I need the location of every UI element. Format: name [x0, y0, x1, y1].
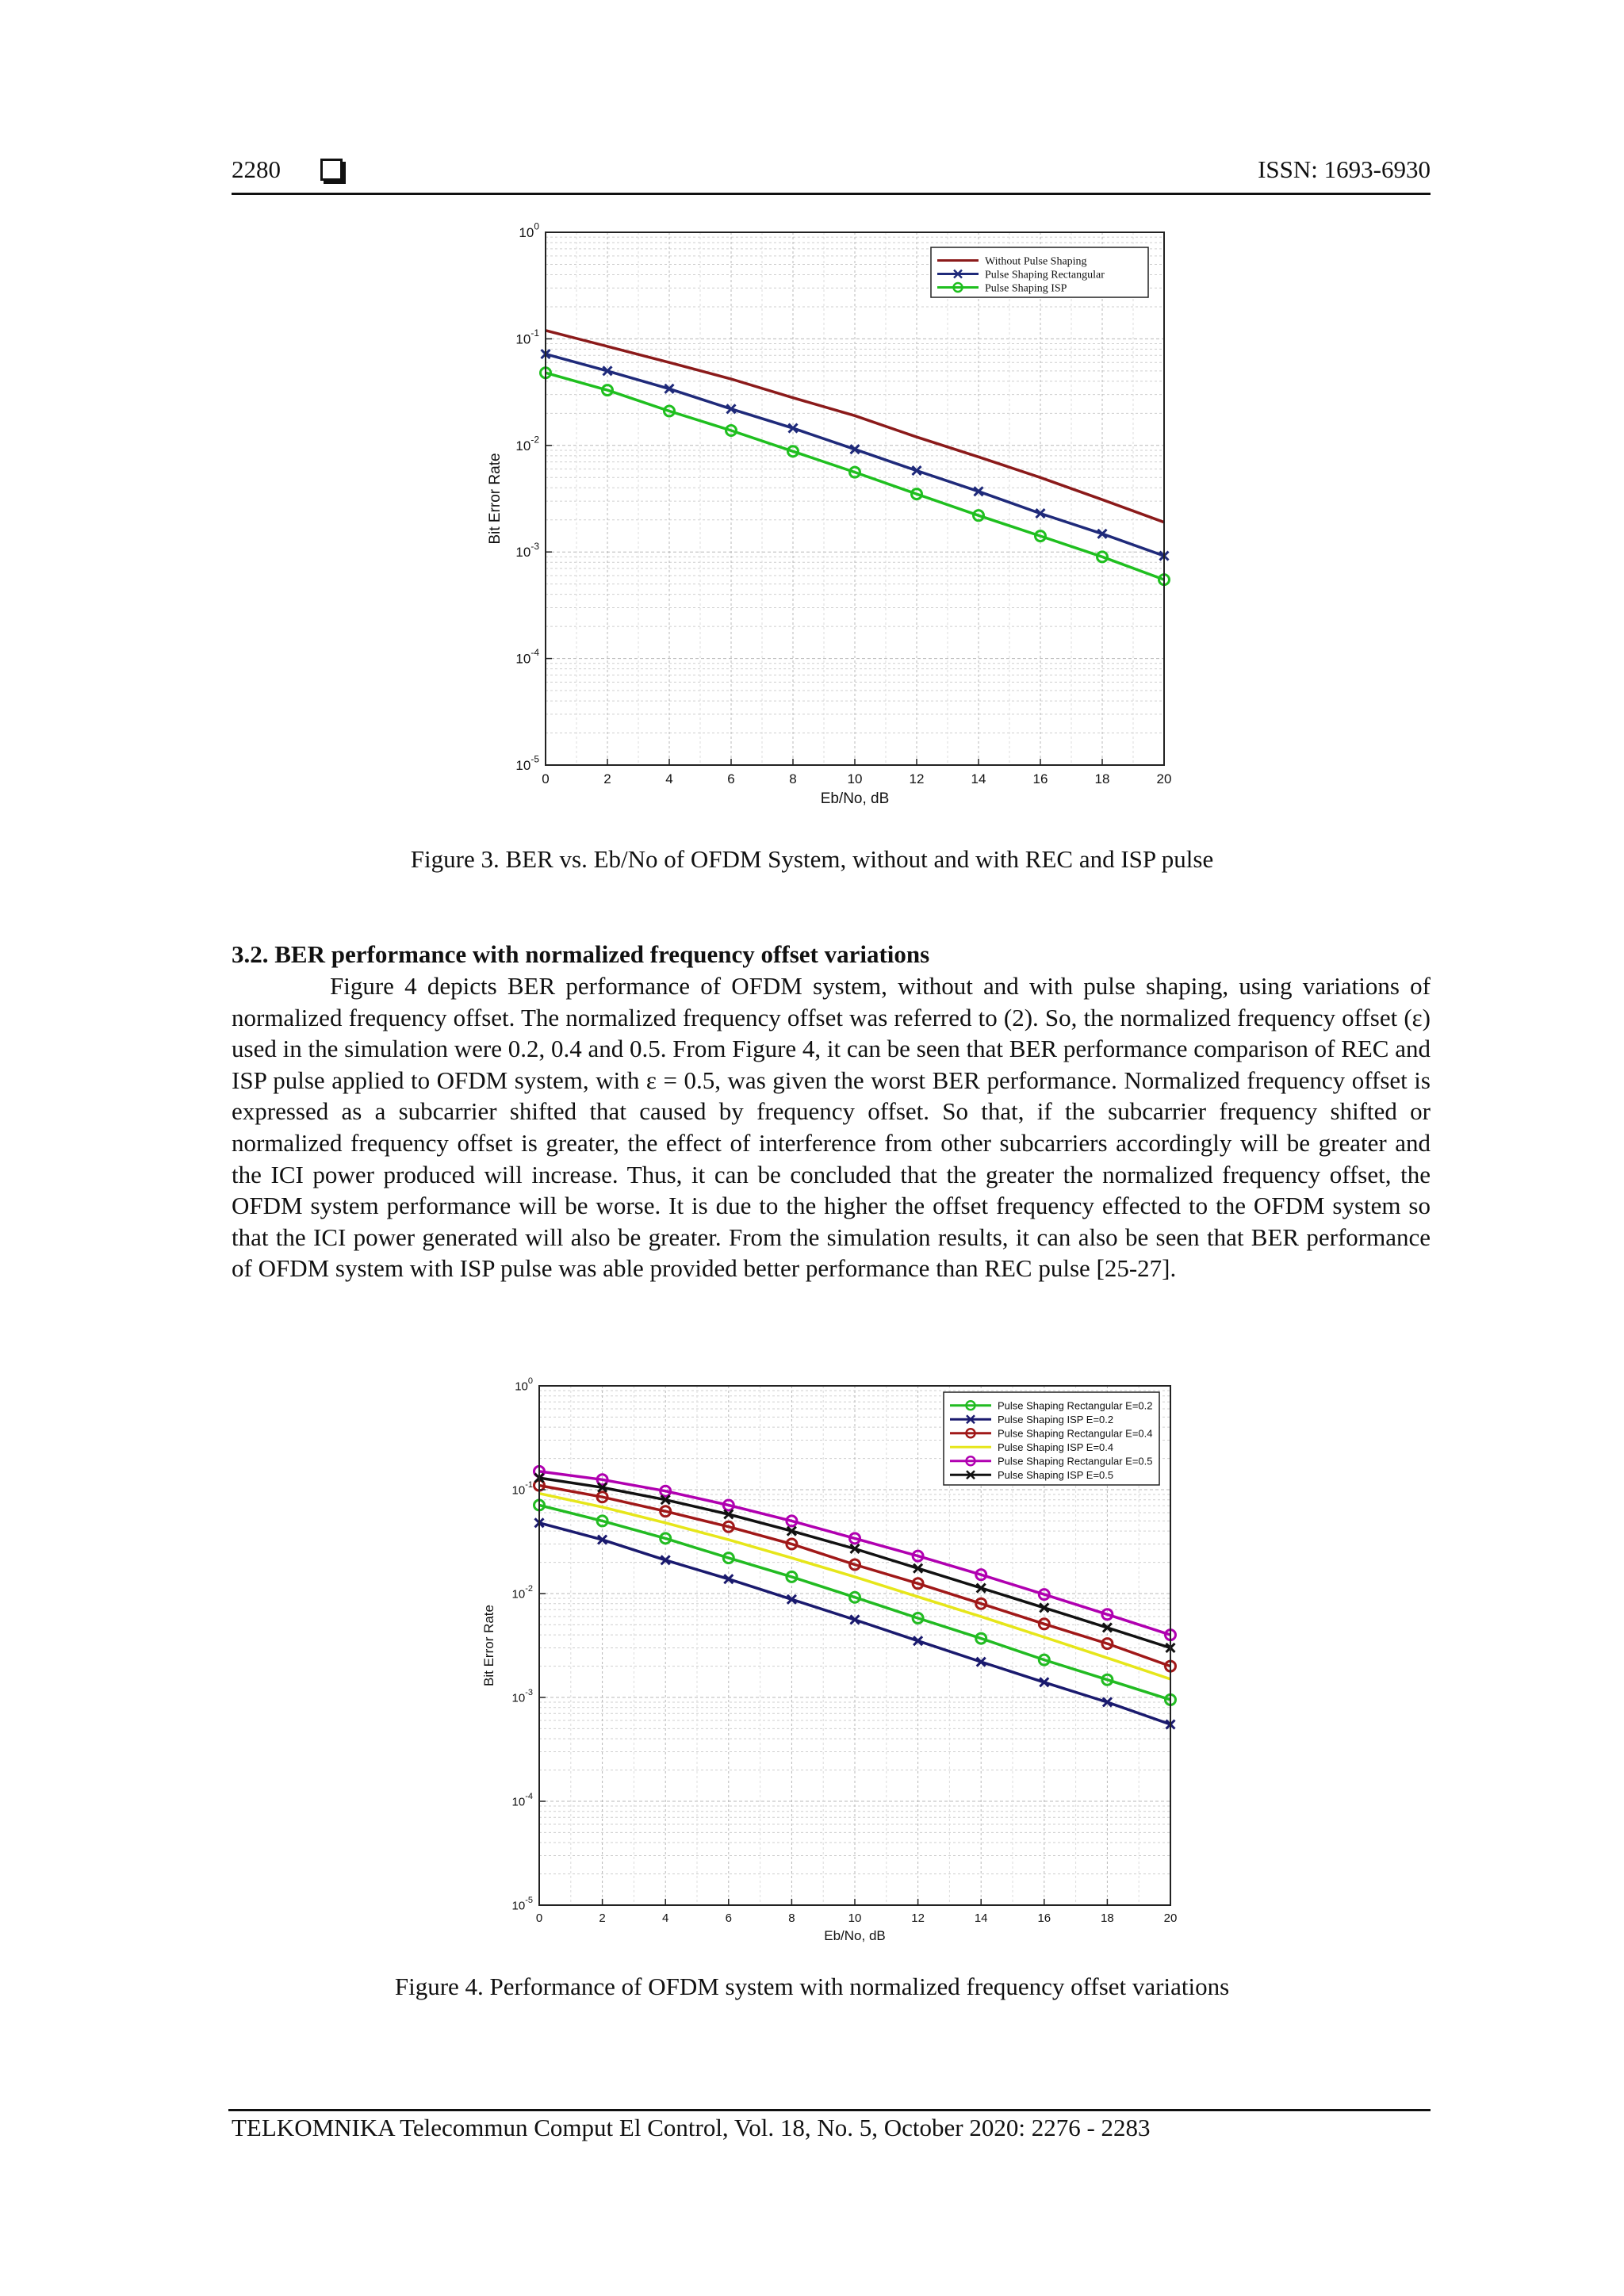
issn-label: ISSN: 1693-6930 [1258, 155, 1431, 183]
x-tick-label: 20 [1156, 771, 1172, 786]
y-tick-label: $10^{-5}$ [511, 1896, 533, 1913]
x-tick-label: 12 [909, 771, 925, 786]
x-tick-label: 16 [1032, 771, 1048, 786]
x-tick-label: 10 [847, 771, 863, 786]
footer-rule [228, 2109, 1431, 2111]
y-axis-label: Bit Error Rate [481, 1605, 496, 1686]
y-tick-label: $10^0$ [515, 1376, 533, 1394]
y-tick-label: $10^{-4}$ [511, 1792, 533, 1809]
legend-label: Pulse Shaping Rectangular E=0.5 [998, 1455, 1153, 1468]
x-tick-label: 2 [603, 771, 611, 786]
chart-legend [944, 1392, 1159, 1485]
figure-4-chart [476, 1364, 1189, 1950]
x-tick-label: 8 [789, 771, 797, 786]
x-tick-label: 20 [1163, 1911, 1178, 1925]
legend-label: Pulse Shaping Rectangular E=0.2 [998, 1399, 1153, 1412]
x-tick-label: 18 [1101, 1911, 1114, 1925]
x-tick-label: 6 [725, 1911, 732, 1925]
legend-label: Pulse Shaping Rectangular [985, 269, 1105, 281]
x-tick-label: 14 [971, 771, 986, 786]
y-tick-label: $10^{-1}$ [511, 1480, 533, 1498]
y-tick-label: $10^0$ [519, 222, 539, 240]
y-tick-label: $10^{-3}$ [515, 540, 539, 561]
chart-legend [931, 247, 1148, 297]
x-tick-label: 0 [542, 771, 550, 786]
legend-label: Pulse Shaping Rectangular E=0.4 [998, 1427, 1153, 1440]
footer-citation: TELKOMNIKA Telecommun Comput El Control, Vol. 18, No. 5, October 2020: 2276 - 2283 [232, 2114, 1151, 2141]
legend-label: Pulse Shaping ISP E=0.5 [998, 1468, 1114, 1481]
x-tick-label: 16 [1037, 1911, 1051, 1925]
legend-label: Without Pulse Shaping [985, 255, 1087, 268]
x-tick-label: 4 [662, 1911, 669, 1925]
x-tick-label: 4 [665, 771, 673, 786]
figure-3-chart [476, 222, 1189, 817]
x-axis-label: Eb/No, dB [820, 790, 890, 807]
x-tick-label: 14 [974, 1911, 988, 1925]
page-number: 2280 [232, 155, 281, 183]
square-bullet-icon [320, 159, 343, 181]
section-paragraph: Figure 4 depicts BER performance of OFDM system, without and with pulse shaping, using variations of normalized frequency offset. The normalized frequency offset was referred to (2). So, the normalized frequency offset (ε) used in the simulation were 0.2, 0.4 and 0.5. From Figure 4, it can be seen that BER performance comparison of REC and ISP pulse applied to OFDM system, with ε = 0.5, was given the worst BER performance. Normalized frequency offset is expressed as a subcarrier shifted that caused by frequency offset. So that, if the subcarrier frequency shifted or normalized frequency offset is greater, the effect of interference from other subcarriers accordingly will be greater and the ICI power produced will increase. Thus, it can be concluded that the greater the normalized frequency offset, the OFDM system performance will be worse. It is due to the higher the offset frequency effected to the OFDM system so that the ICI power generated will also be greater. From the simulation results, it can also be seen that BER performance of OFDM system with ISP pulse was able provided better performance than REC pulse [25-27]. [232, 972, 1431, 1283]
figure-4-caption: Figure 4. Performance of OFDM system with normalized frequency offset variations [394, 1973, 1230, 2000]
x-axis-label: Eb/No, dB [824, 1928, 886, 1943]
x-tick-label: 12 [911, 1911, 925, 1925]
y-tick-label: $10^{-5}$ [515, 753, 539, 773]
x-tick-label: 6 [727, 771, 735, 786]
y-tick-label: $10^{-2}$ [511, 1584, 533, 1601]
y-tick-label: $10^{-1}$ [515, 327, 539, 347]
legend-label: Pulse Shaping ISP E=0.2 [998, 1413, 1114, 1425]
y-tick-label: $10^{-2}$ [515, 434, 539, 453]
x-tick-label: 2 [599, 1911, 606, 1925]
x-tick-label: 8 [788, 1911, 795, 1925]
figure-3-caption: Figure 3. BER vs. Eb/No of OFDM System, without and with REC and ISP pulse [410, 845, 1214, 873]
x-tick-label: 0 [535, 1911, 543, 1925]
y-tick-label: $10^{-4}$ [515, 647, 539, 667]
y-axis-label: Bit Error Rate [487, 453, 504, 545]
x-tick-label: 10 [848, 1911, 862, 1925]
y-tick-label: $10^{-3}$ [511, 1688, 533, 1705]
legend-label: Pulse Shaping ISP E=0.4 [998, 1441, 1114, 1453]
section-heading: 3.2. BER performance with normalized frequency offset variations [232, 940, 930, 968]
legend-label: Pulse Shaping ISP [985, 282, 1067, 295]
header-rule [232, 193, 1431, 195]
x-tick-label: 18 [1094, 771, 1110, 786]
page-header [232, 155, 1431, 187]
